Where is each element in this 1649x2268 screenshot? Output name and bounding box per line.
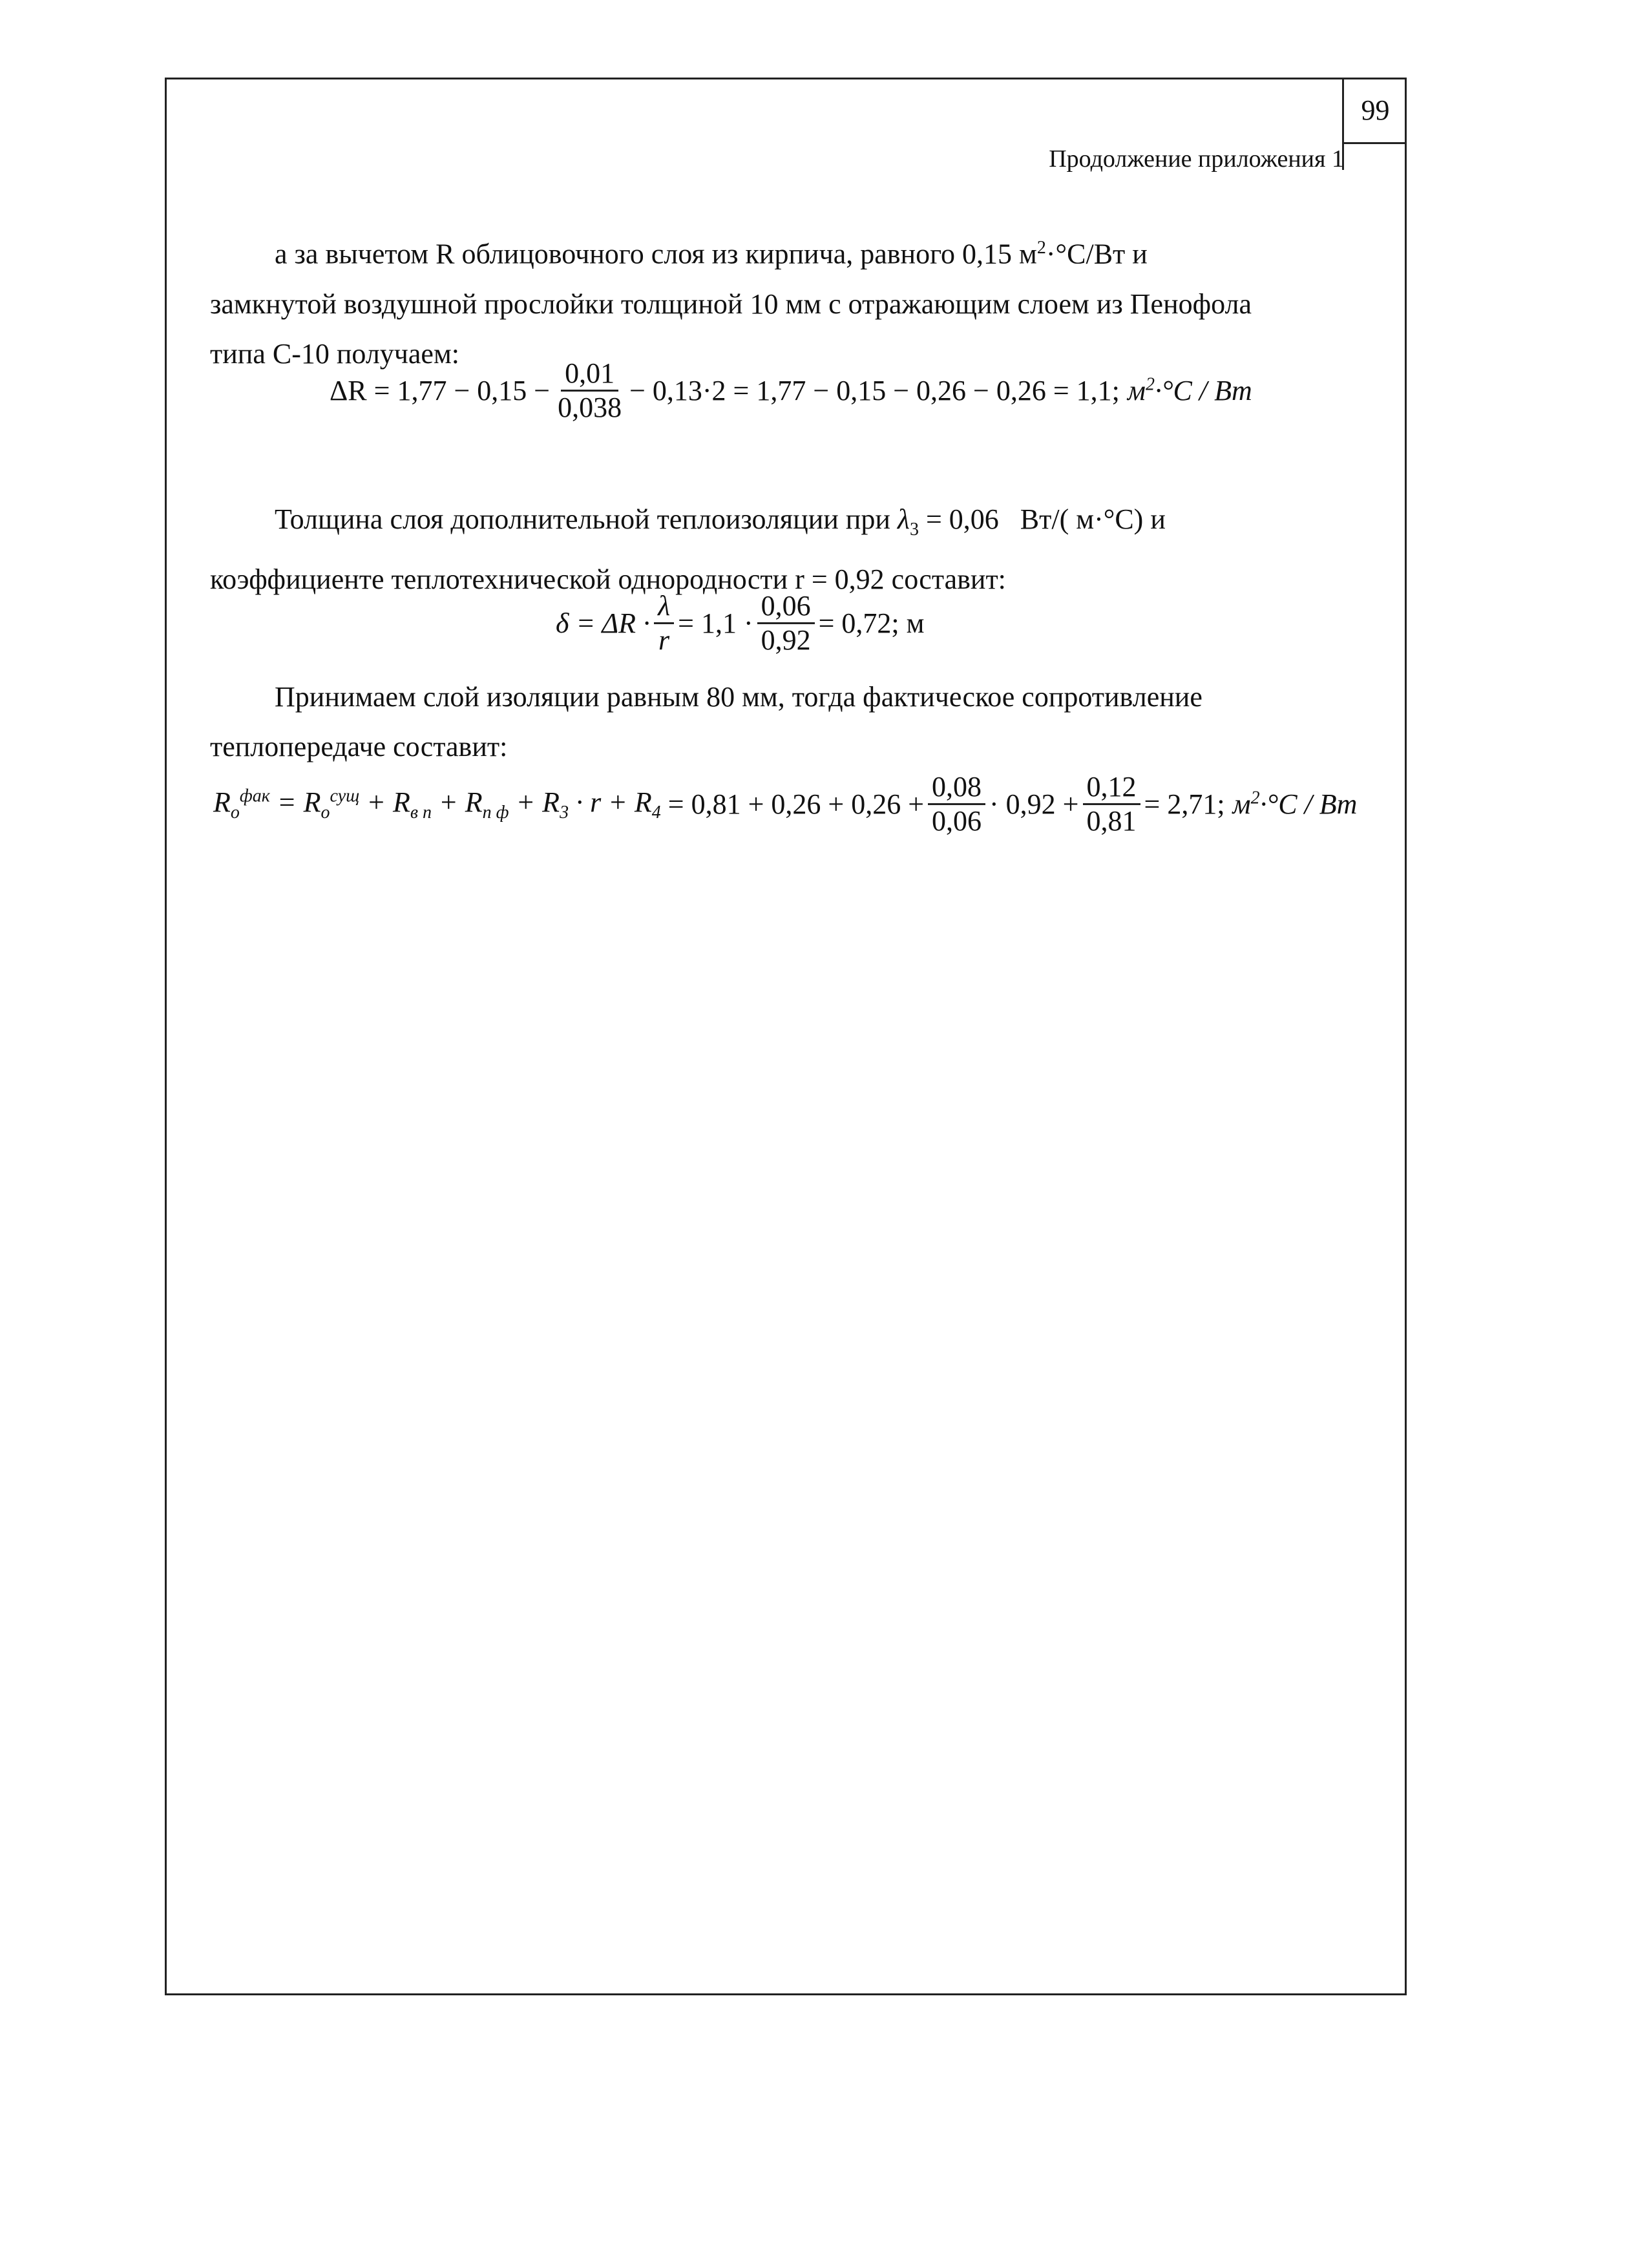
formula-2-fraction-1 [654, 591, 674, 655]
formula-3-result: = 2,71; [1144, 788, 1225, 820]
formula-1-fraction [554, 359, 625, 423]
formula-3-fraction-2 [1083, 772, 1140, 836]
paragraph-2-line-1: Толщина слоя дополнительной теплоизоляции при $\lambda_3 = 0,06$ Вт/( м·°С) и [275, 503, 1166, 540]
formula-1-lhs: ΔR = 1,77 − 0,15 − [330, 375, 551, 406]
formula-3-lhs: $R_o^{фак} = R_o^{сущ} + R_{в п} + R_{п ф} + R_3 \cdot r + R_4$ [213, 785, 661, 823]
formula-3-fraction-2-numerator: 0,12 [1083, 772, 1140, 805]
formula-2-fraction-2 [757, 591, 815, 655]
formula-1-rest: − 0,13·2 = 1,77 − 0,15 − 0,26 − 0,26 = 1,1; [629, 375, 1120, 406]
paragraph-2-line-2: коэффициенте теплотехнической однородности r = 0,92 составит: [210, 563, 1006, 595]
paragraph-3-line-2: теплопередаче составит: [210, 731, 508, 762]
formula-delta [556, 591, 924, 655]
continuation-label: Продолжение приложения 1 [1049, 145, 1344, 173]
paragraph-3-line-1: Принимаем слой изоляции равным 80 мм, тогда фактическое сопротивление [275, 681, 1203, 713]
paragraph-1-line-2: замкнутой воздушной прослойки толщиной 10 мм с отражающим слоем из Пенофола [210, 288, 1252, 320]
formula-2-fraction-2-denominator: 0,92 [761, 624, 811, 656]
paragraph-3 [210, 672, 1347, 772]
formula-3-fraction-2-denominator: 0,81 [1086, 805, 1137, 837]
formula-2-fraction-1-numerator: λ [654, 591, 674, 624]
page-number: 99 [1342, 78, 1407, 144]
formula-2-mid: = 1,1 · [678, 607, 753, 639]
formula-delta-r [330, 359, 1252, 423]
paragraph-2 [210, 494, 1347, 604]
paragraph-1-line-3: типа С-10 получаем: [210, 337, 460, 370]
formula-1-denominator: 0,038 [558, 392, 622, 423]
formula-3-fraction-1-denominator: 0,06 [932, 805, 982, 837]
formula-1-unit: $м^2\cdot^\circ C$ / Bт [1127, 374, 1252, 406]
formula-2-fraction-1-denominator: r [658, 624, 670, 656]
formula-3-fraction-1-numerator: 0,08 [928, 772, 985, 805]
formula-2-lhs: δ = ΔR · [556, 607, 651, 639]
formula-r-fact [213, 772, 1357, 836]
formula-2-rhs: = 0,72; м [818, 607, 925, 639]
paragraph-1 [210, 223, 1347, 379]
formula-3-mid: · 0,92 + [989, 788, 1079, 820]
formula-3-values: = 0,81 + 0,26 + 0,26 + [660, 788, 925, 820]
paragraph-1-line-1: а за вычетом R облицовочного слоя из кирпича, равного 0,15 $м^2\cdot^\circ С/Вт$ и [275, 238, 1148, 270]
formula-2-fraction-2-numerator: 0,06 [757, 591, 815, 624]
formula-3-fraction-1 [928, 772, 985, 836]
formula-3-unit: $м^2\cdot^\circ C$ / Bт [1232, 788, 1358, 820]
formula-1-numerator: 0,01 [561, 359, 618, 392]
